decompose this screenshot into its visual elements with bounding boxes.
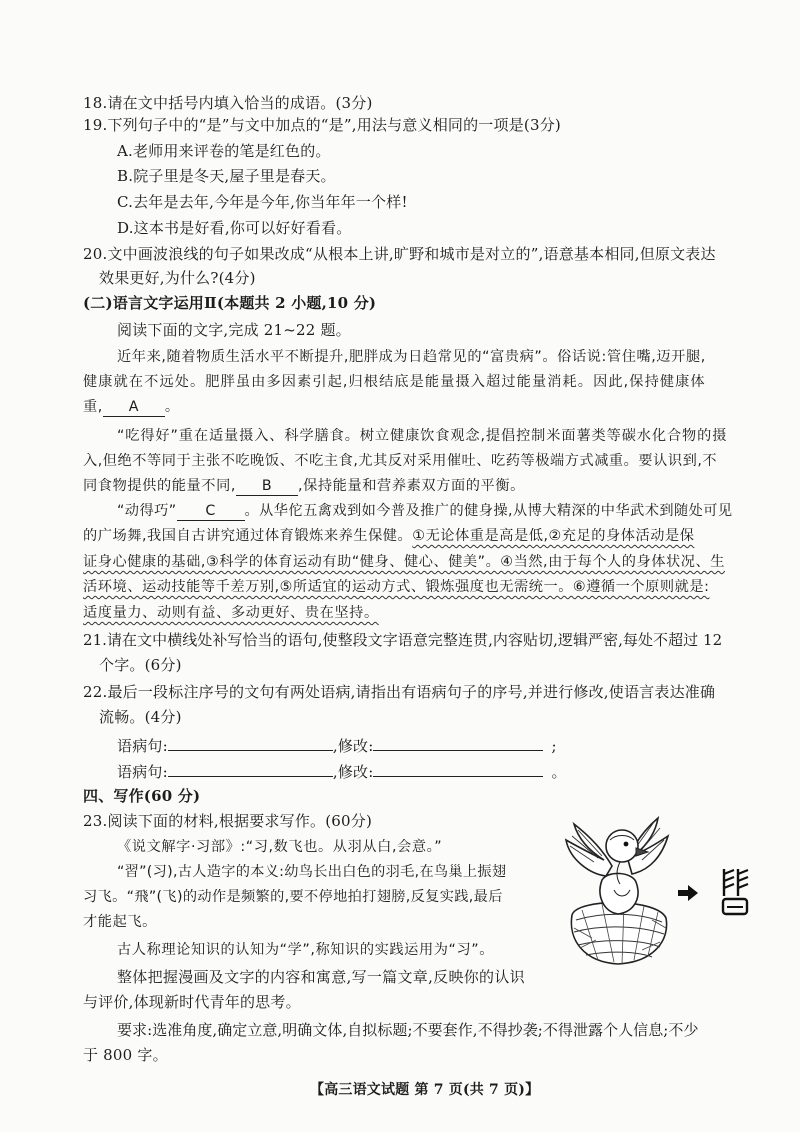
blank-a: A bbox=[103, 398, 165, 417]
passage-line: 健康就在不远处。肥胖虽由多因素引起,归根结底是能量摄入超过能量消耗。因此,保持健康体 bbox=[83, 374, 706, 390]
blank-c: C bbox=[177, 502, 245, 521]
question-20-line-1: 20.文中画波浪线的句子如果改成“从根本上讲,旷野和城市是对立的”,语意基本相同,但原文表达 bbox=[83, 245, 716, 263]
wavy-underlined-sentence: 活环境、运动技能等千差万别,⑤所适宜的运动方式、锻炼强度也无需统一。⑥遵循一个原则就是: bbox=[83, 579, 710, 595]
passage-line: “动得巧” C 。从华佗五禽戏到如今普及推广的健身操,从博大精深的中华武术到随处可见 bbox=[117, 503, 733, 519]
question-22-line-1: 22.最后一段标注序号的文句有两处语病,请指出有语病句子的序号,并进行修改,使语言表达准确 bbox=[83, 683, 716, 701]
question-22-line-2: 流畅。(4分) bbox=[99, 708, 182, 726]
correction-answer-line[interactable] bbox=[373, 734, 543, 751]
wavy-underlined-sentence: 适度量力、动则有益、多动更好、贵在坚持。 bbox=[83, 605, 379, 621]
wavy-underlined-sentence: 证身心健康的基础,③科学的体育运动有助“健身、健心、健美”。④当然,由于每个人的身体状况、生 bbox=[83, 554, 725, 570]
answer-row: 语病句: ,修改: ; bbox=[117, 734, 557, 756]
question-20-line-2: 效果更好,为什么?(4分) bbox=[99, 269, 256, 287]
question-18: 18.请在文中括号内填入恰当的成语。(3分) bbox=[83, 94, 373, 112]
ancient-xi-character-glyph bbox=[718, 866, 752, 918]
page-footer: 【高三语文试题 第 7 页(共 7 页)】 bbox=[310, 1082, 540, 1098]
material-line: 习飞。“飛”(飞)的动作是频繁的,要不停地拍打翅膀,反复实践,最后 bbox=[83, 889, 503, 905]
passage-line: 近年来,随着物质生活水平不断提升,肥胖成为日趋常见的“富贵病”。俗话说:管住嘴,迈开腿, bbox=[117, 349, 706, 365]
arrow-right-icon bbox=[677, 884, 699, 902]
question-19-option-c: C.去年是去年,今年是今年,你当年年一个样! bbox=[117, 193, 408, 211]
passage-line: “吃得好”重在适量摄入、科学膳食。树立健康饮食观念,提倡控制米面薯类等碳水化合物的摄 bbox=[117, 428, 728, 444]
task-line: 与评价,体现新时代青年的思考。 bbox=[83, 993, 301, 1011]
question-23-stem: 23.阅读下面的材料,根据要求写作。(60分) bbox=[83, 812, 373, 830]
material-line: 古人称理论知识的认知为“学”,称知识的实践运用为“习”。 bbox=[117, 942, 495, 958]
question-21-line-2: 个字。(6分) bbox=[99, 656, 182, 674]
bird-nest-cartoon bbox=[562, 800, 674, 970]
passage-line: 入,但绝不等同于主张不吃晚饭、不吃主食,尤其反对采用催吐、吃药等极端方式减重。要认识到,不 bbox=[83, 453, 718, 469]
question-19-option-d: D.这本书是好看,你可以好好看看。 bbox=[117, 219, 352, 237]
material-quote: 《说文解字·习部》:“习,数飞也。从羽从白,会意。” bbox=[117, 839, 443, 855]
sentence-number-answer-line[interactable] bbox=[168, 760, 333, 777]
requirement-line-2: 于 800 字。 bbox=[83, 1046, 168, 1064]
question-19-stem: 19.下列句子中的“是”与文中加点的“是”,用法与意义相同的一项是(3分) bbox=[83, 116, 561, 134]
material-line: “習”(习),古人造字的本义:幼鸟长出白色的羽毛,在鸟巢上振翅 bbox=[117, 864, 507, 880]
material-line: 才能起飞。 bbox=[83, 914, 157, 930]
passage-line: 同食物提供的能量不同, B ,保持能量和营养素双方面的平衡。 bbox=[83, 478, 525, 494]
sentence-number-answer-line[interactable] bbox=[168, 734, 333, 751]
question-21-line-1: 21.请在文中横线处补写恰当的语句,使整段文字语意完整连贯,内容贴切,逻辑严密,每处不超过 12 bbox=[83, 631, 723, 649]
question-19-option-b: B.院子里是冬天,屋子里是春天。 bbox=[117, 167, 336, 185]
section-2-intro: 阅读下面的文字,完成 21~22 题。 bbox=[117, 321, 351, 339]
wavy-underlined-sentence: ①无论体重是高是低,②充足的身体活动是保 bbox=[412, 528, 695, 544]
requirement-line-1: 要求:选准角度,确定立意,明确文体,自拟标题;不要套作,不得抄袭;不得泄露个人信息;不少 bbox=[117, 1021, 699, 1039]
blank-b: B bbox=[236, 477, 298, 496]
correction-answer-line[interactable] bbox=[373, 760, 543, 777]
section-2-title: (二)语言文字运用Ⅱ(本题共 2 小题,10 分) bbox=[83, 294, 377, 312]
task-line: 整体把握漫画及文字的内容和寓意,写一篇文章,反映你的认识 bbox=[117, 968, 525, 986]
passage-line: 重, A 。 bbox=[83, 399, 180, 415]
passage-line: 的广场舞,我国自古讲究通过体育锻炼来养生保健。①无论体重是高是低,②充足的身体活动是保 bbox=[83, 528, 695, 544]
question-19-option-a: A.老师用来评卷的笔是红色的。 bbox=[117, 142, 331, 160]
section-4-title: 四、写作(60 分) bbox=[83, 787, 201, 805]
answer-row: 语病句: ,修改: 。 bbox=[117, 760, 567, 782]
